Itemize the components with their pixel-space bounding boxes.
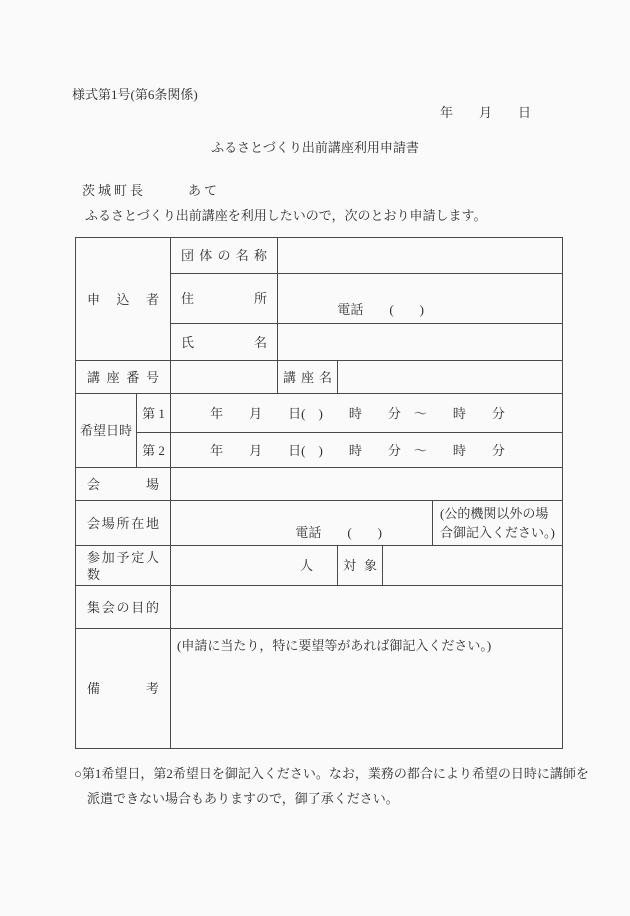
address-phone-label: 電話 ( ) xyxy=(337,302,425,317)
purpose-label: 集会の目的 xyxy=(87,599,160,615)
venue-label-cell xyxy=(76,468,171,501)
remarks-label: 備考 xyxy=(87,681,160,696)
venue-address-label: 会場所在地 xyxy=(87,515,160,531)
applicant-name-field xyxy=(278,324,563,361)
applicant-label-cell xyxy=(76,238,171,361)
first-choice-datetime-field: 年 月 日( ) 時 分 ～ 時 分 xyxy=(171,394,563,433)
course-name-field xyxy=(338,361,563,394)
participants-label-cell xyxy=(76,546,171,586)
target-field xyxy=(383,546,563,586)
addressee-name: 茨城町長 xyxy=(82,183,147,198)
first-choice-label-cell xyxy=(137,394,171,433)
organization-name-field xyxy=(278,238,563,274)
venue-address-note: (公的機関以外の場合御記入ください。) xyxy=(433,501,563,546)
first-choice-label: 第 1 xyxy=(142,405,165,421)
remarks-note: (申請に当たり，特に要望等があれば御記入ください。) xyxy=(177,638,492,653)
intro-sentence: ふるさとづくり出前講座を利用したいので，次のとおり申請します。 xyxy=(85,208,487,223)
purpose-field xyxy=(171,586,563,629)
address-field xyxy=(278,274,563,324)
course-number-label: 講座番号 xyxy=(87,369,160,385)
second-choice-datetime-field: 年 月 日( ) 時 分 ～ 時 分 xyxy=(171,433,563,468)
footnote xyxy=(74,761,630,811)
addressee-suffix: あて xyxy=(188,183,221,198)
purpose-label-cell xyxy=(76,586,171,629)
application-table xyxy=(75,237,563,749)
applicant-label: 申込者 xyxy=(87,291,160,307)
course-name-label: 講座名 xyxy=(283,369,333,385)
second-choice-label: 第 2 xyxy=(142,442,165,458)
course-number-label-cell xyxy=(76,361,171,394)
venue-label: 会場 xyxy=(87,476,160,492)
footnote-line-2: 派遣できない場合もありますので，御了承ください。 xyxy=(87,791,399,806)
venue-address-label-cell xyxy=(76,501,171,546)
schedule-label: 希望日時 xyxy=(79,423,132,438)
venue-phone-label: 電話 ( ) xyxy=(295,525,383,540)
participants-unit: 人 xyxy=(300,558,314,573)
form-number: 様式第1号(第6条関係) xyxy=(72,87,198,102)
page-title: ふるさとづくり出前講座利用申請書 xyxy=(211,140,419,155)
date-line: 年 月 日 xyxy=(439,105,531,120)
organization-name-label-cell xyxy=(171,238,278,274)
applicant-name-label-cell xyxy=(171,324,278,361)
organization-name-label: 団体の名称 xyxy=(181,248,268,263)
addressee-line xyxy=(82,183,630,199)
schedule-label-cell xyxy=(76,394,137,468)
address-label-cell xyxy=(171,274,278,324)
participants-label: 参加予定人数 xyxy=(87,549,160,582)
applicant-name-label: 氏名 xyxy=(181,334,268,350)
address-label: 住所 xyxy=(181,291,268,306)
venue-field xyxy=(171,468,563,501)
footnote-line-1: ○第1希望日，第2希望日を御記入ください。なお，業務の都合により希望の日時に講師を xyxy=(74,766,589,781)
remarks-field xyxy=(171,629,563,749)
venue-address-field xyxy=(171,501,433,546)
second-choice-label-cell xyxy=(137,433,171,468)
target-label: 対象 xyxy=(343,558,378,573)
course-name-label-cell xyxy=(278,361,338,394)
participants-field xyxy=(171,546,338,586)
target-label-cell xyxy=(338,546,383,586)
course-number-field xyxy=(171,361,278,394)
remarks-label-cell xyxy=(76,629,171,749)
